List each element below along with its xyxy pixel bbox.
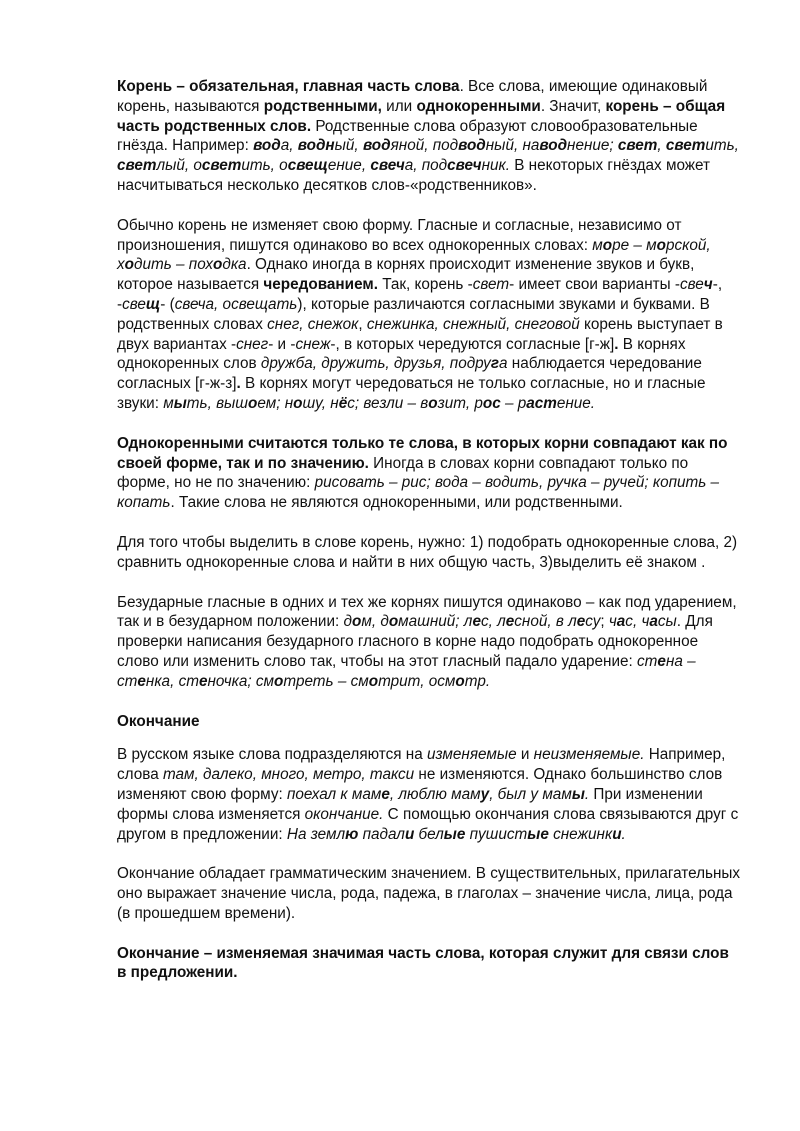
text-run: а, под: [404, 157, 448, 175]
text-run: Окончание – изменяемая значимая часть слова, которая служит для связи слов в предложении.: [117, 944, 729, 982]
text-run: свеч: [370, 157, 405, 175]
text-run: машний; л: [398, 613, 473, 631]
text-run: – р: [500, 394, 527, 412]
text-run: вод: [458, 137, 486, 155]
text-run: о: [455, 672, 465, 690]
text-run: свеч: [447, 157, 482, 175]
text-run: . Такие слова не являются однокоренными, или родственными.: [170, 494, 623, 512]
text-run: С помощью окончания слова связываются друг с другом в предложении:: [117, 805, 739, 843]
text-run: е: [137, 672, 146, 690]
paragraph-ending-meaning: [117, 864, 742, 923]
text-run: и: [612, 825, 622, 843]
text-run: Иногда в словах корни совпадают только по форме, но не по значению:: [117, 454, 689, 492]
text-run: свет: [617, 137, 658, 155]
text-run: ить,: [705, 137, 739, 155]
text-run: о: [656, 236, 667, 254]
text-run: е: [472, 613, 481, 631]
text-run: поехал к мам: [286, 785, 382, 803]
text-run: е: [198, 672, 208, 690]
text-run: о: [352, 613, 362, 631]
text-run: чередованием.: [263, 276, 378, 294]
section-heading-ending: [117, 712, 742, 732]
text-run: вод: [362, 137, 391, 155]
paragraph-ending-definition: [117, 944, 742, 984]
text-run: Однокоренными считаются только те слова, в которых корни совпадают как по своей форме, так и по значению.: [117, 434, 728, 472]
text-run: . Однако иногда в корнях происходит изменение звуков и букв, которое называется: [117, 256, 695, 294]
text-run: ,: [657, 137, 666, 155]
text-run: ение.: [556, 394, 596, 412]
text-run: , люблю мам: [389, 785, 481, 803]
text-run: ение,: [327, 157, 371, 175]
text-run: о: [213, 256, 223, 274]
document-page: [117, 77, 742, 1003]
text-run: о: [274, 672, 284, 690]
text-run: снег: [236, 335, 269, 353]
text-run: а: [649, 613, 658, 631]
text-run: .: [236, 375, 241, 393]
text-run: Так, корень -: [377, 276, 473, 294]
text-run: о: [248, 394, 258, 412]
text-run: а: [616, 613, 626, 631]
text-run: о: [602, 236, 613, 254]
text-run: свет: [201, 157, 242, 175]
text-run: - имеет свои варианты -: [509, 276, 680, 294]
text-run: с, ч: [625, 613, 650, 631]
text-run: . Все слова, имеющие одинаковый корень, называются: [117, 78, 708, 115]
text-run: о: [428, 394, 438, 412]
text-run: Безударные гласные в одних и тех же корнях пишутся одинаково – как под ударением, так и в безударном положении:: [117, 593, 737, 631]
text-run: е: [381, 785, 390, 803]
text-run: и: [404, 825, 415, 843]
text-run: ный, на: [485, 137, 540, 155]
text-run: нка, ст: [145, 672, 199, 690]
text-run: Для того чтобы выделить в слове корень, нужно: 1) подобрать однокоренные слова, 2) сравнить однокоренные слова и найти в них общую часть, 3)выделить её знаком .: [117, 533, 738, 571]
text-run: неизменяемые.: [533, 746, 645, 764]
text-run: о: [293, 394, 303, 412]
paragraph-root-steps: [117, 533, 742, 573]
text-run: на – ст: [117, 652, 696, 690]
text-run: лый, о: [156, 157, 202, 175]
text-run: там, далеко, много, метро, такси: [162, 766, 415, 784]
paragraph-ending-intro: [117, 745, 742, 844]
text-run: Окончание обладает грамматическим значением. В существительных, прилагательных оно выражает значение числа, рода, падежа, в глаголах – значение числа, лица, рода (в прошедшем времени).: [117, 865, 741, 922]
text-run: ос: [482, 394, 501, 412]
text-run: г: [490, 355, 499, 373]
text-run: свет: [665, 137, 706, 155]
text-run: В корнях могут чередоваться не только согласные, но и гласные звуки:: [117, 375, 706, 412]
text-run: ), которые различаются согласными звуками и буквами. В родственных словах: [117, 295, 710, 333]
text-run: тр.: [464, 672, 491, 690]
text-run: рисовать – рис; вода – водить, ручка – ручей; копить – копать: [117, 474, 720, 512]
text-run: снежинк: [548, 825, 613, 843]
text-run: свеча, освещать: [174, 295, 298, 313]
text-run: ;: [600, 613, 609, 631]
text-run: -, в которых чередуются согласные [г-ж]: [330, 335, 615, 353]
text-run: е: [576, 613, 586, 631]
text-run: сной, в л: [514, 613, 577, 631]
text-run: -, -: [117, 276, 723, 313]
text-run: В русском языке слова подразделяются на: [117, 746, 427, 764]
text-run: или: [381, 97, 417, 115]
text-run: Родственные слова образуют словообразовательные гнёзда. Например:: [117, 117, 698, 155]
text-run: вод: [539, 137, 568, 155]
text-run: ночка; см: [207, 672, 275, 690]
text-run: д: [343, 613, 352, 631]
text-run: трит, осм: [378, 672, 456, 690]
text-run: - (: [160, 295, 175, 313]
text-run: с; везли – в: [347, 394, 429, 412]
text-run: изменяемые: [426, 746, 517, 764]
text-run: зит, р: [437, 394, 483, 412]
text-run: свещ: [287, 157, 328, 175]
text-run: свет: [117, 157, 157, 175]
text-run: пушист: [465, 825, 528, 843]
text-run: ый,: [334, 137, 363, 155]
text-run: .: [621, 825, 626, 843]
text-run: ить, о: [241, 157, 288, 175]
text-run: свет: [472, 276, 510, 294]
text-run: с, л: [480, 613, 506, 631]
text-run: ре – м: [612, 236, 657, 254]
text-run: треть – см: [283, 672, 369, 690]
text-run: шу, н: [302, 394, 339, 412]
text-run: е: [657, 652, 666, 670]
text-run: однокоренными: [416, 97, 541, 115]
text-run: м, д: [361, 613, 389, 631]
text-run: корень выступает в двух вариантах -: [117, 315, 723, 353]
text-run: дка: [222, 256, 247, 274]
text-run: а,: [280, 137, 298, 155]
text-run: ые: [443, 825, 466, 843]
text-run: све: [679, 276, 704, 294]
text-run: При изменении формы слова изменяется: [117, 785, 703, 823]
text-run: ю: [345, 825, 359, 843]
text-run: ы: [571, 785, 585, 803]
text-run: ч: [608, 613, 617, 631]
text-run: корень – общая часть родственных слов.: [117, 97, 726, 135]
text-run: родственными,: [263, 97, 382, 115]
text-run: све: [122, 295, 146, 313]
text-run: о: [388, 613, 399, 631]
paragraph-root-definition: [117, 77, 742, 196]
text-run: Корень – обязательная, главная часть слова: [117, 78, 460, 95]
text-run: снег, снежок: [267, 315, 359, 333]
text-run: снеж: [295, 335, 331, 353]
text-run: .: [584, 785, 590, 803]
text-run: - и -: [268, 335, 296, 353]
text-run: ё: [338, 394, 348, 412]
text-run: , был у мам: [489, 785, 572, 803]
text-run: наблюдается чередование согласных [г-ж-з]: [117, 355, 702, 393]
text-run: щ: [145, 295, 161, 313]
text-run: су: [585, 613, 601, 631]
text-run: В некоторых гнёздах может насчитываться несколько десятков слов-«родственников».: [117, 157, 711, 194]
paragraph-alternation: [117, 216, 742, 414]
text-run: не изменяются. Однако большинство слов изменяют свою форму:: [117, 766, 723, 803]
text-run: ть, выш: [186, 394, 249, 412]
text-run: сы: [657, 613, 677, 631]
text-run: ем; н: [257, 394, 294, 412]
text-run: снежинка, снежный, снеговой: [366, 315, 580, 333]
text-run: ник.: [481, 157, 510, 175]
text-run: Обычно корень не изменяет свою форму. Гласные и согласные, независимо от произношения, пишутся одинаково во всех однокоренных словах:: [117, 216, 682, 254]
text-run: окончание.: [304, 805, 384, 823]
text-run: . Для проверки написания безударного гласного в корне надо подобрать однокоренное слово или изменить слово так, чтобы на этот гласный падало ударение:: [117, 613, 713, 670]
text-run: В корнях однокоренных слов: [117, 335, 686, 373]
text-run: дить – пох: [134, 256, 214, 274]
paragraph-unstressed-vowels: [117, 593, 742, 692]
text-run: а: [499, 355, 508, 373]
text-run: аст: [526, 394, 557, 412]
text-run: .: [614, 335, 619, 353]
text-run: Например, слова: [117, 746, 726, 784]
text-run: м: [163, 394, 174, 412]
text-run: е: [505, 613, 515, 631]
text-run: и: [516, 746, 534, 764]
paragraph-cognate-rule: [117, 434, 742, 513]
text-run: ые: [527, 825, 549, 843]
text-run: ы: [173, 394, 187, 412]
text-run: На земл: [286, 825, 346, 843]
text-run: Окончание: [117, 712, 200, 730]
text-run: о: [368, 672, 379, 690]
text-run: ст: [637, 652, 658, 670]
text-run: м: [592, 236, 603, 254]
text-run: водн: [297, 137, 335, 155]
text-run: у: [480, 785, 490, 803]
text-run: рской, х: [117, 236, 711, 274]
text-run: ,: [358, 315, 367, 333]
text-run: ч: [703, 276, 713, 294]
text-run: бел: [414, 825, 444, 843]
text-run: дружба, дружить, друзья, подру: [260, 355, 491, 373]
text-run: падал: [358, 825, 405, 843]
text-run: . Значит,: [540, 97, 606, 115]
text-run: вод: [253, 137, 281, 155]
text-run: яной, под: [390, 137, 459, 155]
text-run: нение;: [567, 137, 618, 155]
text-run: о: [124, 256, 135, 274]
